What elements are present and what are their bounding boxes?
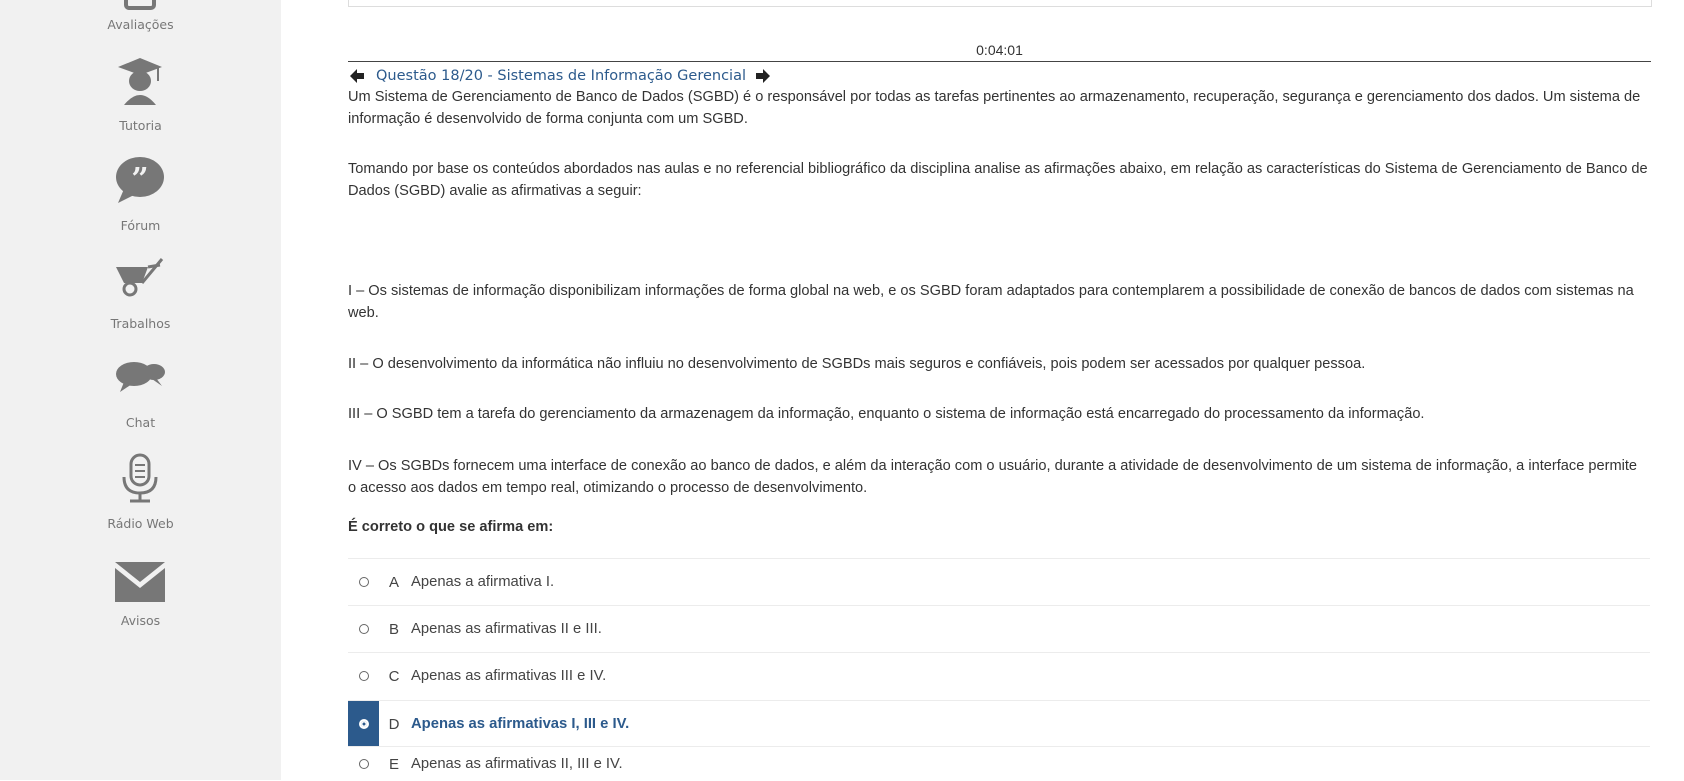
radio-button[interactable] — [359, 759, 369, 769]
sidebar-item-chat[interactable] — [0, 352, 281, 432]
graduation-cap-icon — [110, 55, 170, 105]
question-title: Questão 18/20 - Sistemas de Informação Gerencial — [376, 68, 746, 84]
sidebar-item-radio-web[interactable] — [0, 453, 281, 533]
option-label: Apenas as afirmativas III e IV. — [411, 668, 607, 684]
prev-question-arrow-icon[interactable] — [348, 68, 366, 84]
sidebar-item-avisos[interactable] — [0, 553, 281, 633]
quote-bubble-icon — [110, 155, 170, 205]
radio-button[interactable] — [359, 624, 369, 634]
statement-1: I – Os sistemas de informação disponibilizam informações de forma global na web, e os SGBD foram adaptados para contemplarem a possibilidade de conexão de bancos de dados com sistemas na web. — [348, 283, 1634, 321]
top-frame — [348, 0, 1652, 7]
sidebar-item-label: Chat — [125, 415, 156, 430]
sidebar-item-forum[interactable] — [0, 155, 281, 235]
question-intro: Um Sistema de Gerenciamento de Banco de Dados (SGBD) é o responsável por todas as tarefas pertinentes ao armazenamento, recuperação, segurança e gerenciamento dos dados. Um sistema de informação é desenvolvido de forma conjunta com um SGBD. — [348, 89, 1641, 127]
option-label: Apenas as afirmativas I, III e IV. — [411, 716, 630, 732]
sidebar-item-label: Trabalhos — [110, 316, 171, 331]
statement-4: IV – Os SGBDs fornecem uma interface de conexão ao banco de dados, e além da interação com o usuário, durante a atividade de desenvolvimento de um sistema de informação, a interface permite o acesso aos dados em tempo real, otimizando o processo de desenvolvimento. — [348, 458, 1638, 496]
option-e[interactable] — [348, 746, 1650, 781]
option-letter: C — [388, 667, 400, 685]
chat-bubbles-icon — [110, 352, 170, 402]
wheelbarrow-icon — [110, 253, 170, 303]
option-label: Apenas as afirmativas II, III e IV. — [411, 756, 623, 772]
option-label: Apenas a afirmativa I. — [411, 574, 555, 590]
sidebar-item-label: Fórum — [120, 218, 161, 233]
sidebar-item-avaliacoes[interactable] — [0, 0, 281, 40]
option-letter: D — [388, 715, 400, 733]
option-letter: A — [388, 573, 399, 591]
option-d[interactable] — [348, 700, 1650, 747]
timer: 0:04:01 — [976, 42, 1023, 58]
sidebar-item-label: Tutoria — [119, 118, 162, 133]
divider — [348, 61, 1651, 62]
statement-2: II – O desenvolvimento da informática não influiu no desenvolvimento de SGBDs mais seguros e confiáveis, pois podem ser acessados por qualquer pessoa. — [348, 356, 1366, 372]
option-b[interactable] — [348, 605, 1650, 652]
option-a[interactable] — [348, 558, 1650, 605]
option-letter: E — [388, 755, 399, 773]
next-question-arrow-icon[interactable] — [754, 68, 772, 84]
radio-button[interactable] — [359, 577, 369, 587]
option-c[interactable] — [348, 652, 1650, 699]
radio-button[interactable] — [359, 719, 369, 729]
sidebar-item-trabalhos[interactable] — [0, 253, 281, 333]
question-panel — [281, 0, 1684, 780]
statement-3: III – O SGBD tem a tarefa do gerenciamento da armazenagem da informação, enquanto o sistema de informação está encarregado do processamento da informação. — [348, 406, 1425, 422]
sidebar — [0, 0, 281, 780]
microphone-icon — [110, 453, 170, 503]
radio-button[interactable] — [359, 671, 369, 681]
sidebar-item-tutoria[interactable] — [0, 55, 281, 135]
option-label: Apenas as afirmativas II e III. — [411, 621, 602, 637]
sidebar-item-label: Avaliações — [107, 17, 174, 32]
question-nav — [348, 66, 772, 86]
question-prompt: É correto o que se afirma em: — [348, 519, 554, 535]
option-letter: B — [388, 620, 399, 638]
question-instruction: Tomando por base os conteúdos abordados nas aulas e no referencial bibliográfico da disciplina analise as afirmações abaixo, em relação as características do Sistema de Gerenciamento de Banco de Dados (SGBD) avalie as afirmativas a seguir: — [348, 161, 1648, 199]
envelope-icon — [110, 558, 170, 608]
clipboard-icon — [110, 0, 170, 12]
sidebar-item-label: Avisos — [120, 613, 161, 628]
svg-text:”: ” — [131, 162, 149, 197]
sidebar-item-label: Rádio Web — [107, 516, 174, 531]
